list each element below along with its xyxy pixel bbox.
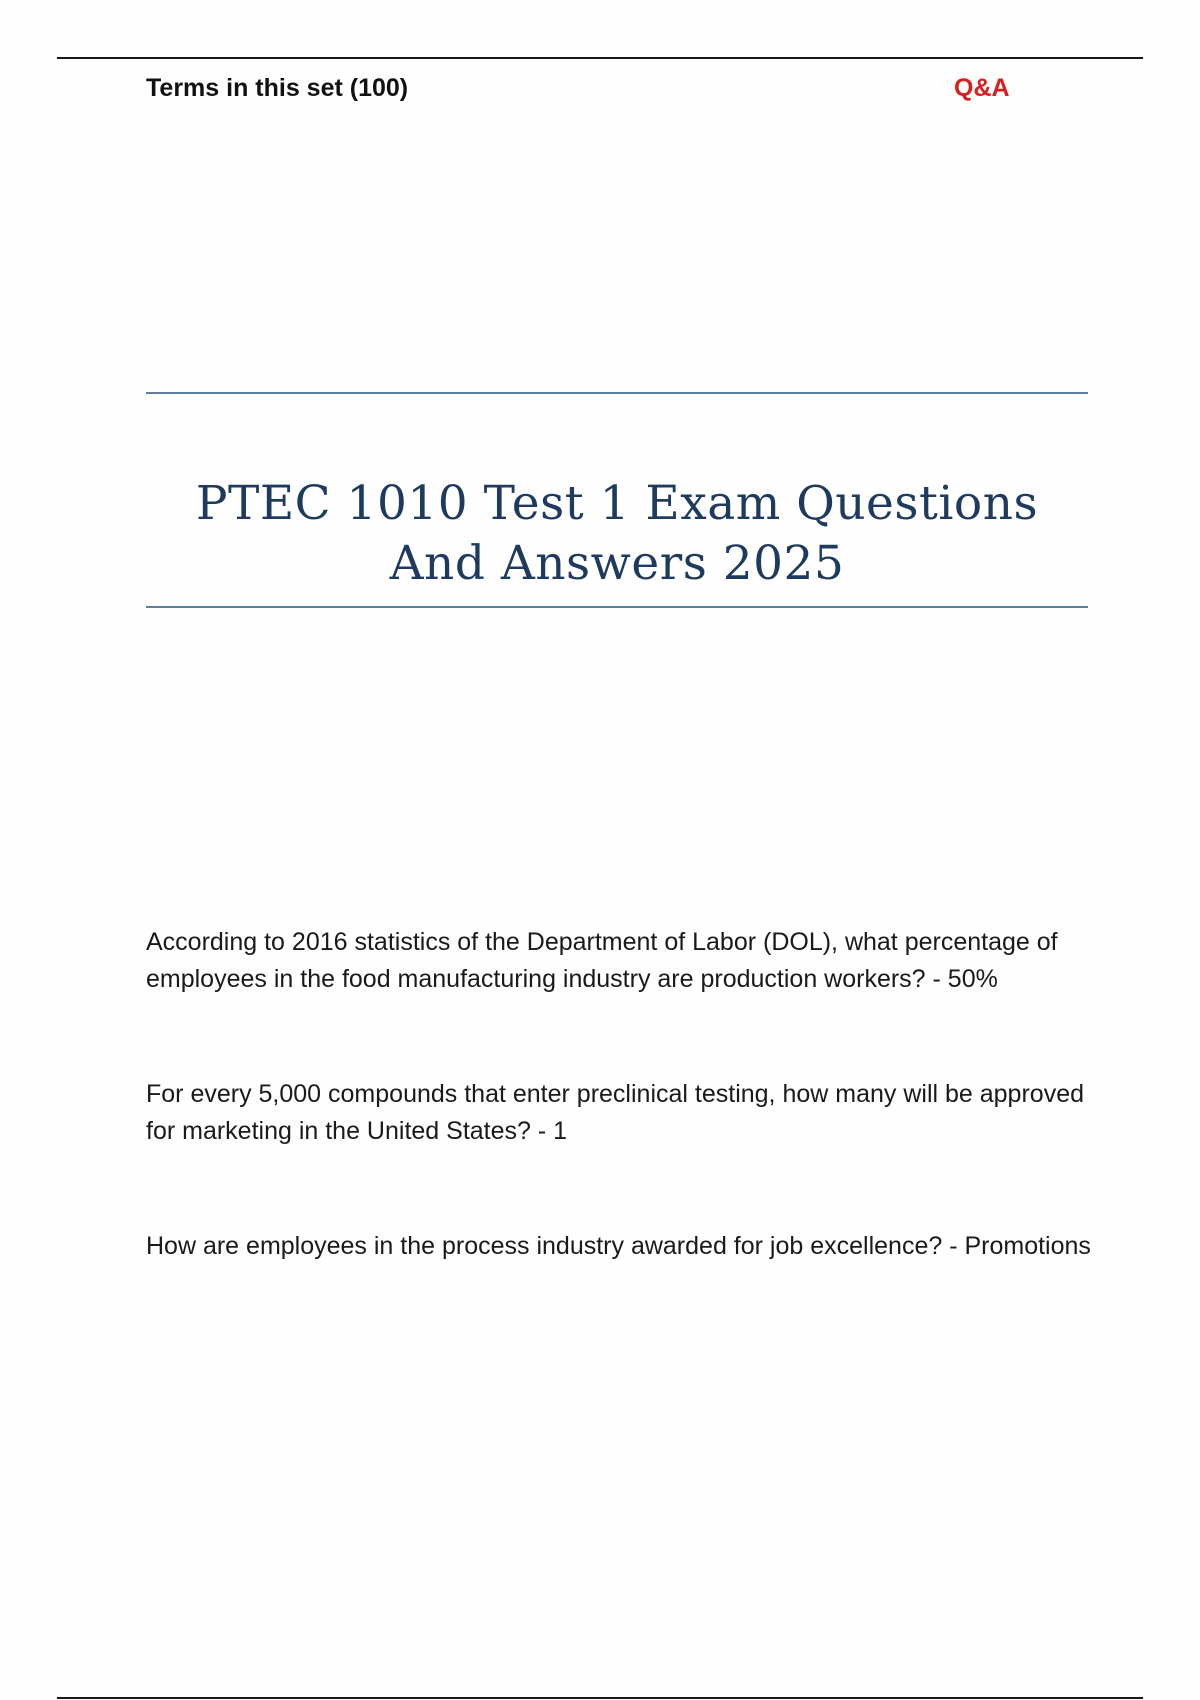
qa-item: For every 5,000 compounds that enter preclinical testing, how many will be approved for marketing in the United States? - 1	[146, 1080, 1085, 1145]
document-title: PTEC 1010 Test 1 Exam Questions And Answers 2025	[195, 476, 1039, 591]
title-bottom-rule	[146, 606, 1088, 608]
title-top-rule	[146, 392, 1088, 394]
terms-in-set-label: Terms in this set (100)	[146, 74, 409, 102]
qa-label: Q&A	[954, 74, 1010, 102]
qa-list	[146, 924, 1096, 1265]
qa-item: According to 2016 statistics of the Department of Labor (DOL), what percentage of employees in the food manufacturing industry are production workers? - 50%	[146, 928, 1058, 993]
bottom-page-rule	[57, 1697, 1143, 1699]
qa-item: How are employees in the process industry awarded for job excellence? - Promotions	[146, 1232, 1091, 1260]
top-page-rule	[57, 57, 1143, 59]
